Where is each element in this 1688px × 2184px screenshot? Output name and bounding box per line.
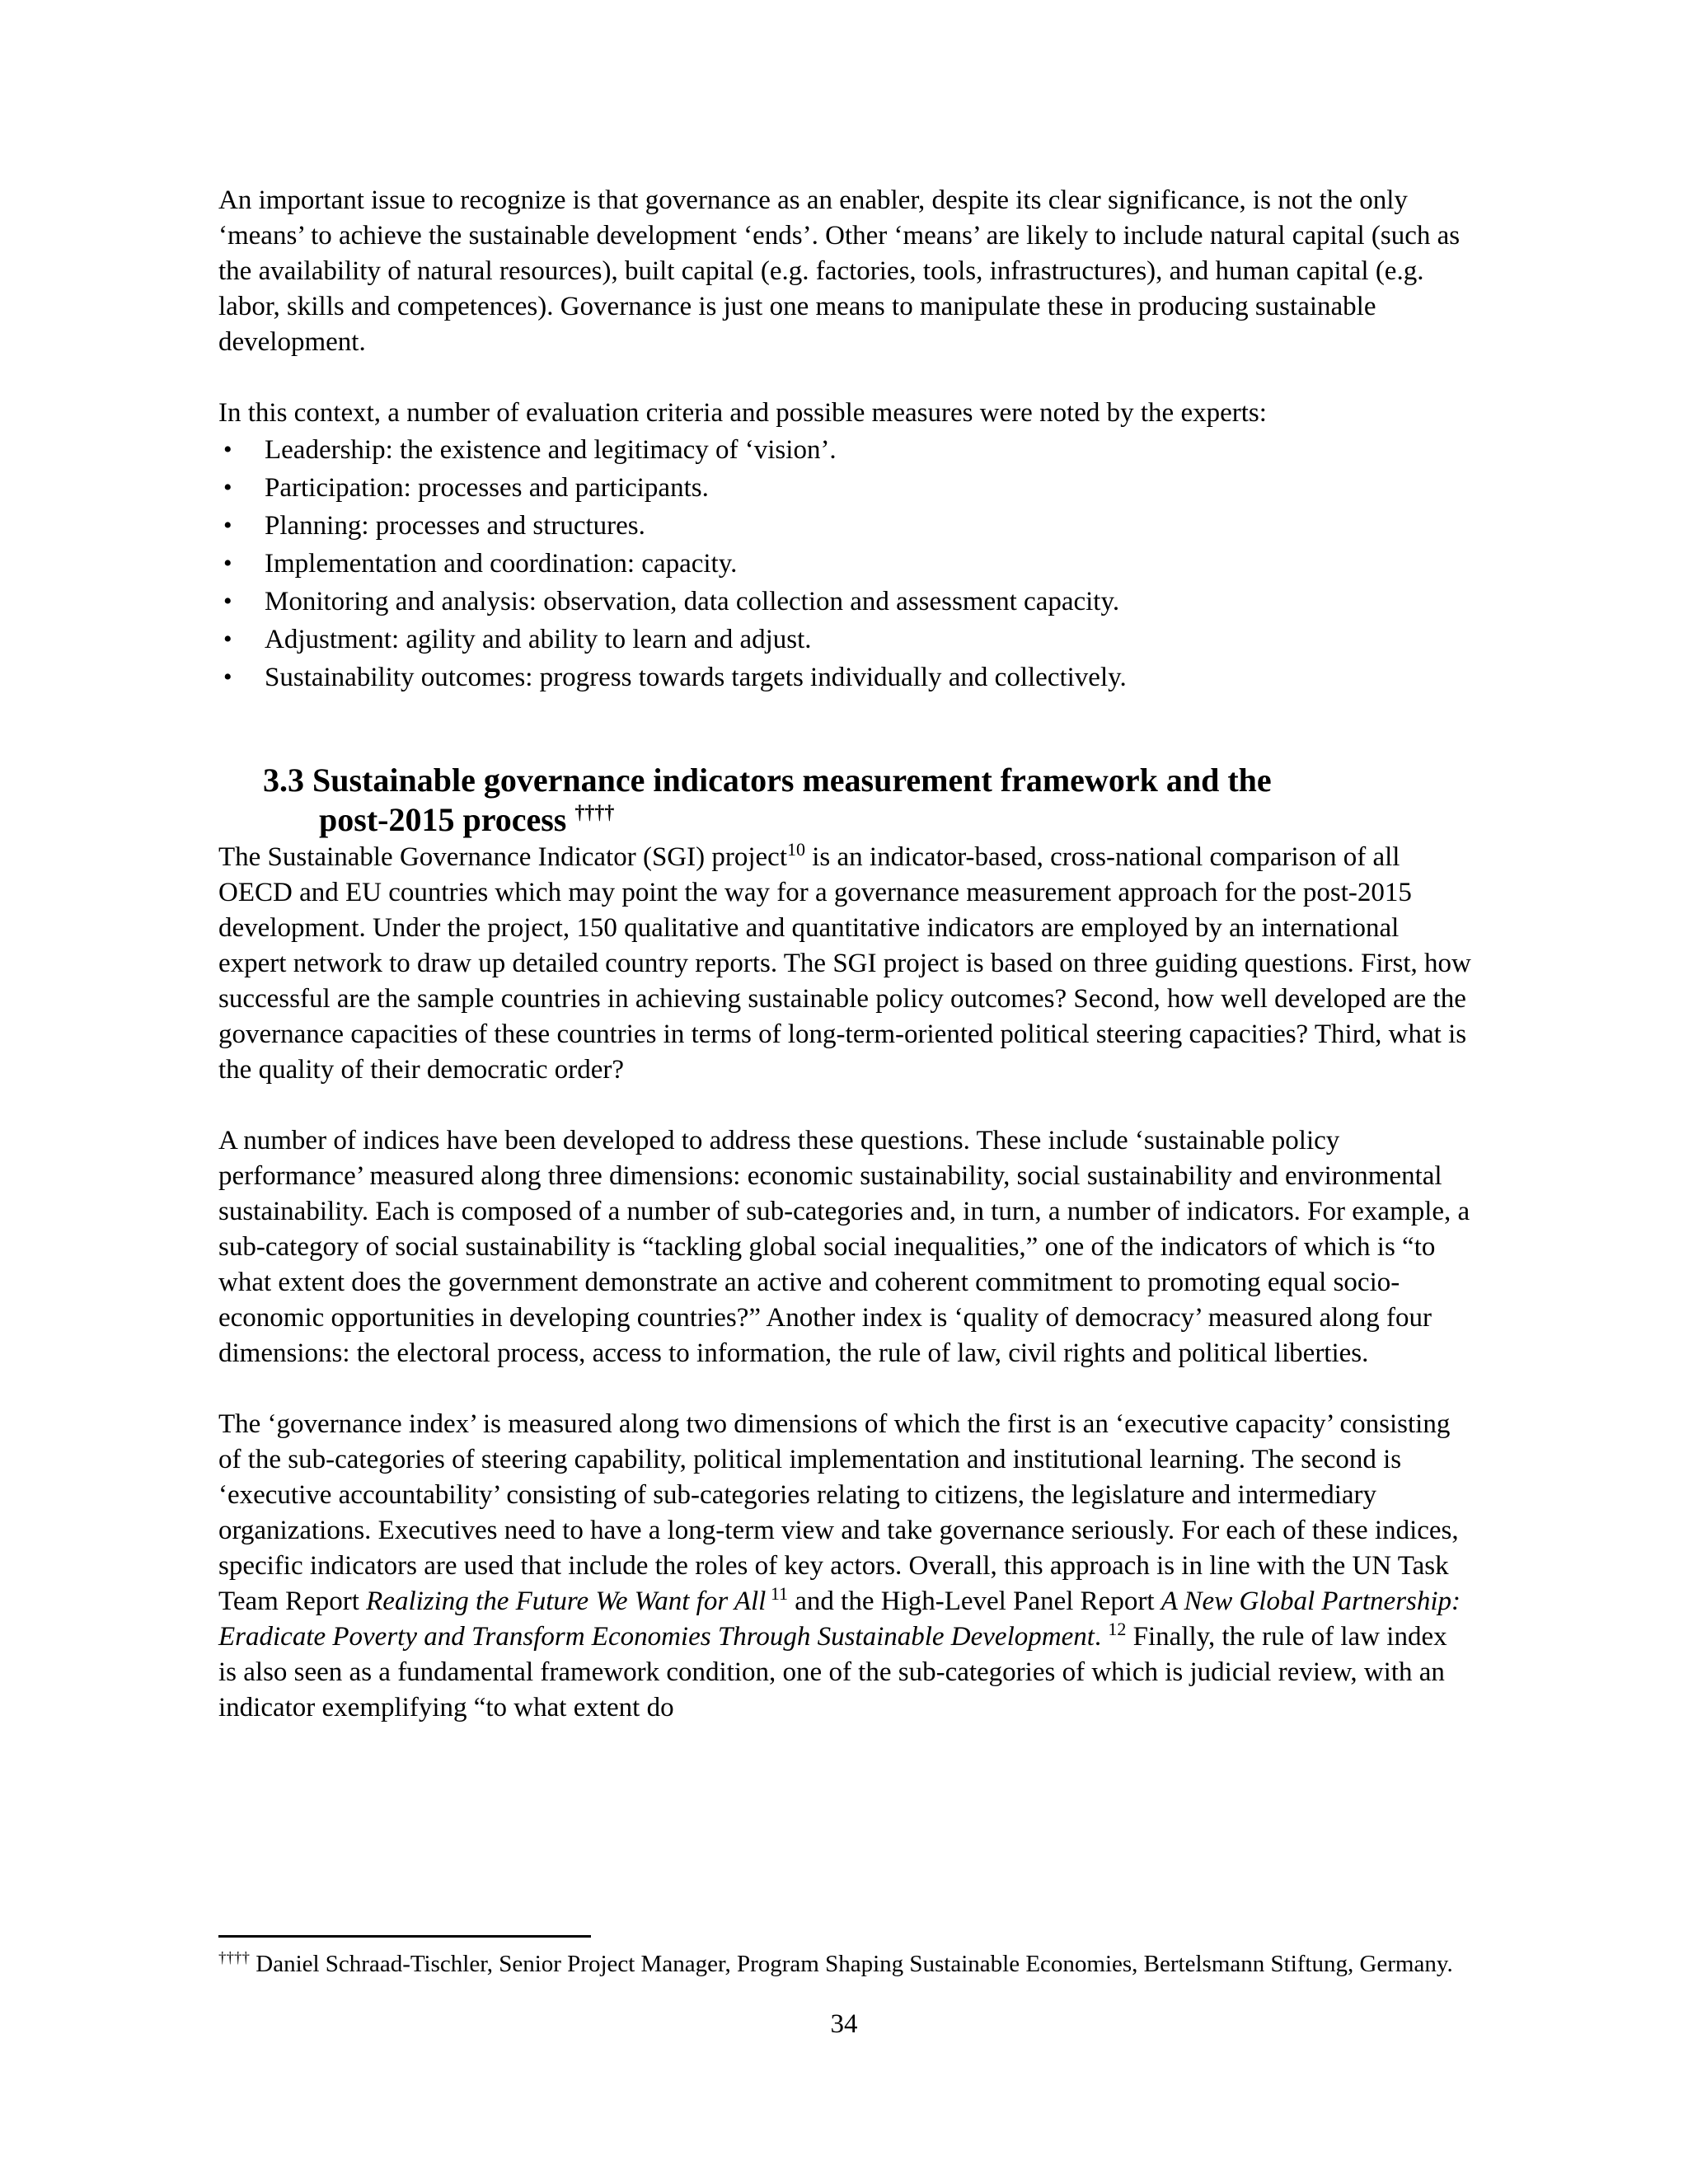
governance-text-3: . <box>1094 1622 1109 1652</box>
bullet-icon: • <box>223 663 232 691</box>
paragraph-governance-means: An important issue to recognize is that governance as an enabler, despite its clear significance, is not the only ‘means’ to achieve the sustainable development ‘ends’. Other ‘means’ are likely to include natural capital (such as the availability of natural resources), built capital (e.g. factories, tools, infrastructures), and human capital (e.g. labor, skills and competences). Governance is just one means to manipulate these in producing sustainable development. <box>218 185 1461 357</box>
bullet-icon: • <box>223 588 232 615</box>
section-heading <box>218 761 1471 840</box>
paragraph-indices: A number of indices have been developed to address these questions. These include ‘sustainable policy performance’ measured along three dimensions: economic sustainability, social sustainability and environmental sustainability. Each is composed of a number of sub-categories and, in turn, a number of indicators. For example, a sub-category of social sustainability is “tackling global social inequalities,” one of the indicators of which is “to what extent does the government demonstrate an active and coherent commitment to promoting equal socio-economic opportunities in developing countries?” Another index is ‘quality of democracy’ measured along four dimensions: the electoral process, access to information, the rule of law, civil rights and political liberties. <box>218 1126 1470 1368</box>
list-item-text: Leadership: the existence and legitimacy of ‘vision’. <box>265 435 837 465</box>
footnote-ref-10: 10 <box>787 839 805 860</box>
footnote-divider <box>218 1935 591 1938</box>
section-footnote-marker: †††† <box>574 802 615 824</box>
criteria-list <box>218 431 1471 696</box>
list-item-text: Participation: processes and participants. <box>265 473 709 503</box>
footnote-ref-11: 11 <box>766 1583 789 1604</box>
bullet-icon: • <box>223 436 232 463</box>
governance-text-2: and the High-Level Panel Report <box>788 1586 1161 1616</box>
list-item-text: Adjustment: agility and ability to learn and adjust. <box>265 625 812 654</box>
footnote-text: Daniel Schraad-Tischler, Senior Project Manager, Program Shaping Sustainable Economies, Bertelsmann Stiftung, Germany. <box>250 1951 1453 1977</box>
paragraph-sgi-project <box>218 840 1471 1088</box>
footnote-ref-12: 12 <box>1108 1619 1127 1639</box>
list-item <box>218 621 1471 658</box>
list-item-text: Monitoring and analysis: observation, data collection and assessment capacity. <box>265 587 1120 616</box>
section-heading-line2: post-2015 process <box>319 801 575 838</box>
bullet-icon: • <box>223 626 232 653</box>
sgi-text-2: is an indicator-based, cross-national comparison of all OECD and EU countries which may point the way for a governance measurement approach for the post-2015 development. Under the project, 150 qualitative and quantitative indicators are employed by an international expert network to draw up detailed country reports. The SGI project is based on three guiding questions. First, how successful are the sample countries in achieving sustainable policy outcomes? Second, how well developed are the governance capacities of these countries in terms of long-term-oriented political steering capacities? Third, what is the quality of their democratic order? <box>218 842 1471 1085</box>
governance-text-1: The ‘governance index’ is measured along two dimensions of which the first is an ‘executive capacity’ consisting of the sub-categories of steering capability, political implementation and institutional learning. The second is ‘executive accountability’ consisting of sub-categories relating to citizens, the legislature and intermediary organizations. Executives need to have a long-term view and take governance seriously. For each of these indices, specific indicators are used that include the roles of key actors. Overall, this approach is in line with the UN Task Team Report <box>218 1409 1459 1616</box>
list-item <box>218 469 1471 507</box>
section-heading-line2-wrap <box>263 800 1471 840</box>
list-item <box>218 507 1471 545</box>
list-item-text: Sustainability outcomes: progress towards targets individually and collectively. <box>265 663 1127 692</box>
bullet-icon: • <box>223 550 232 577</box>
footnote-marker: †††† <box>218 1949 250 1967</box>
governance-text-4: Finally, the rule of law index is also seen as a fundamental framework condition, one of the sub-categories of which is judicial review, with an indicator exemplifying “to what extent do <box>218 1622 1447 1722</box>
list-item <box>218 431 1471 469</box>
paragraph-governance-index <box>218 1407 1471 1726</box>
bullet-icon: • <box>223 512 232 539</box>
section-heading-line1: 3.3 Sustainable governance indicators measurement framework and the <box>263 762 1272 799</box>
list-item-text: Implementation and coordination: capacity. <box>265 549 738 579</box>
list-item <box>218 545 1471 583</box>
bullet-icon: • <box>223 474 232 501</box>
report-title-un-task-team: Realizing the Future We Want for All <box>366 1586 767 1616</box>
list-item <box>218 658 1471 696</box>
report-title-high-level-panel: A New Global Partnership: Eradicate Poverty and Transform Economies Through Sustainable Development <box>218 1586 1461 1652</box>
paragraph-evaluation-intro: In this context, a number of evaluation criteria and possible measures were noted by the experts: <box>218 398 1267 428</box>
list-item-text: Planning: processes and structures. <box>265 511 645 541</box>
page-number: 34 <box>830 2009 858 2039</box>
page-body <box>218 183 1471 1726</box>
sgi-text-1: The Sustainable Governance Indicator (SGI) project <box>218 842 787 872</box>
list-item <box>218 583 1471 621</box>
footnote <box>218 1949 1471 1980</box>
